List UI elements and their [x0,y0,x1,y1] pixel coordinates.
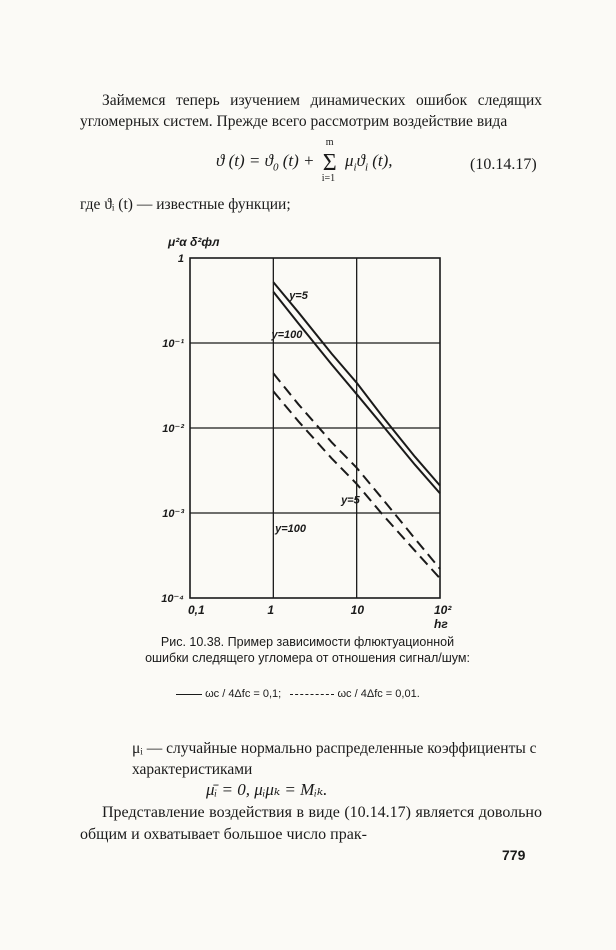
intro-paragraph: Займемся теперь изучением динамических ошибок следящих угломерных систем. Прежде всего рассмотрим воздействие вида [80,92,542,130]
y-axis-label: μ²α δ²фл [168,235,220,249]
legend-dashed-text: ωc / 4Δfc = 0,01. [337,688,420,700]
equation-2: μ̄ᵢ = 0, μᵢμₖ = Mᵢₖ. [206,780,328,799]
y-tick-label: 10⁻¹ [162,338,184,350]
series-label: y=100 [271,328,303,341]
x-tick-label: 0,1 [188,603,205,617]
equation-number: (10.14.17) [470,156,537,173]
y-tick-label: 10⁻⁴ [161,593,184,605]
figure-caption: Рис. 10.38. Пример зависимости флюктуационной ошибки следящего угломера от отношения сигнал/шум: [145,635,470,665]
mu-paragraph: μᵢ — случайные нормально распределенные коэффициенты с характеристиками [132,740,537,778]
x-tick-label: 1 [267,603,275,617]
series-label: y=5 [341,494,360,507]
x-tick-label: 10² [434,603,452,617]
legend-solid-line [176,694,202,695]
y-tick-label: 10⁻³ [162,508,184,520]
legend-solid-text: ωc / 4Δfc = 0,1; [205,688,282,700]
chart-grid [190,258,440,598]
page-number: 779 [502,847,526,863]
y-tick-label: 1 [177,253,184,265]
equation-1: ϑ $(t) = ϑ_0$ (t) + Σ m i=1 $\mu_iϑ_i$ (t), [216,137,393,184]
figure-10-38-chart [150,228,470,628]
figure-legend [176,688,420,700]
x-axis-label: hг [434,617,448,628]
sum-lower-limit: i=1 [321,173,336,184]
legend-dashed-line [290,694,334,695]
x-tick-label: 10 [350,603,365,617]
where-clause: где ϑᵢ (t) — известные функции; [80,196,291,213]
final-paragraph: Представление воздействия в виде (10.14.17) является довольно общим и охватывает большое число прак- [80,804,542,843]
y-tick-label: 10⁻² [162,423,184,435]
series-label: y=100 [275,522,307,535]
series-label: y=5 [289,289,308,302]
sum-upper-limit: m [325,137,334,148]
